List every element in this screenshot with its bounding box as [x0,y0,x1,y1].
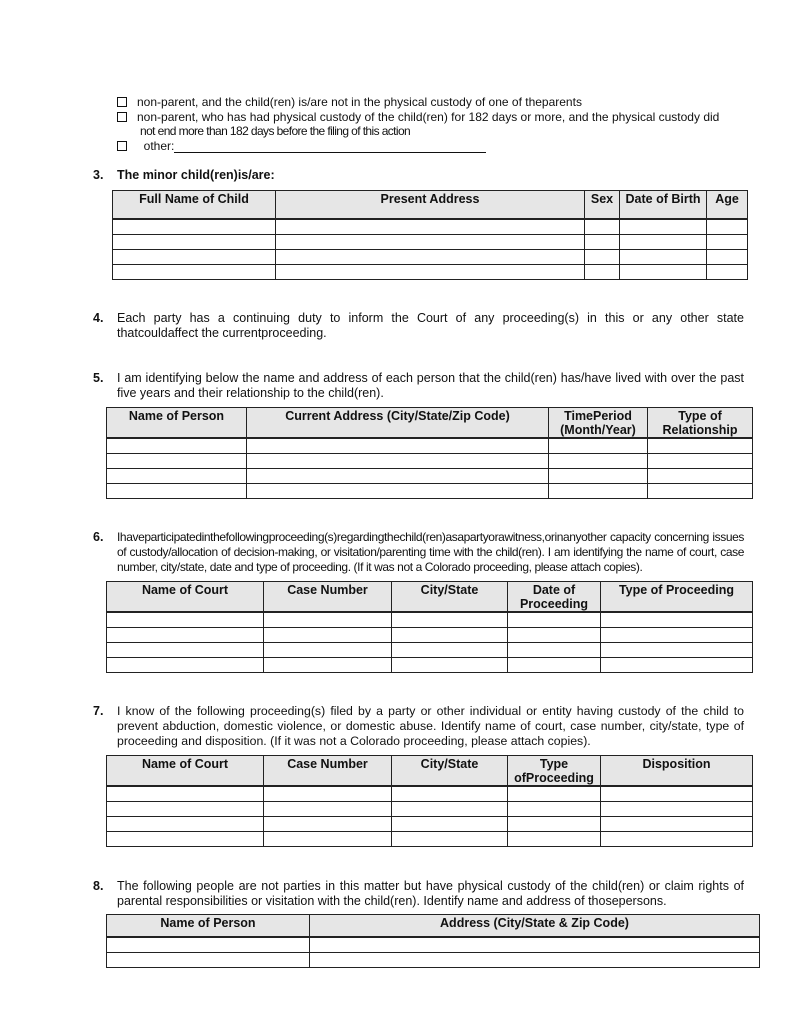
table-cell[interactable] [276,234,585,249]
checkbox-label-continued: not end more than 182 days before the filing of this action [140,124,411,138]
table-cell[interactable] [247,484,549,499]
table-row [107,628,753,643]
section-5-text: I am identifying below the name and address of each person that the child(ren) has/have lived with over the past five years and their relationship to the child(ren). [117,371,744,400]
table-cell[interactable] [276,249,585,264]
col-header-current-address: Current Address (City/State/Zip Code) [247,408,549,439]
table-cell[interactable] [107,484,247,499]
table-cell[interactable] [707,249,748,264]
table-row [113,249,748,264]
table-row [107,612,753,628]
checkbox-label: non-parent, who has had physical custody of the child(ren) for 182 days or more, and the physical custody did [137,110,720,124]
table-cell[interactable] [508,658,601,673]
table-cell[interactable] [113,264,276,279]
checkbox-option-nonparent-182-days[interactable] [117,110,719,124]
table-cell[interactable] [264,628,392,643]
col-header-name-of-court: Name of Court [107,756,264,787]
col-header-name-of-person: Name of Person [107,408,247,439]
participated-proceedings-table [106,581,753,673]
col-header-case-number: Case Number [264,582,392,613]
table-cell[interactable] [107,628,264,643]
table-cell[interactable] [392,612,508,628]
table-cell[interactable] [392,786,508,802]
table-cell[interactable] [508,832,601,847]
table-cell[interactable] [392,832,508,847]
table-cell[interactable] [707,264,748,279]
section-number: 7. [93,704,104,718]
table-cell[interactable] [585,264,620,279]
table-row [107,952,760,967]
table-cell[interactable] [601,802,753,817]
table-cell[interactable] [392,628,508,643]
table-cell[interactable] [392,802,508,817]
col-header-type-of-proceeding: Type ofProceeding [508,756,601,787]
table-row [113,219,748,235]
table-cell[interactable] [601,658,753,673]
table-cell[interactable] [107,937,310,953]
table-cell[interactable] [549,438,648,454]
section-number: 3. [93,168,104,182]
col-header-date-of-birth: Date of Birth [620,191,707,219]
col-header-time-period: TimePeriod (Month/Year) [549,408,648,439]
col-header-city-state: City/State [392,756,508,787]
section-3-heading: The minor child(ren)is/are: [117,168,275,182]
col-header-full-name: Full Name of Child [113,191,276,219]
table-row [107,469,753,484]
table-cell[interactable] [585,219,620,235]
table-cell[interactable] [113,234,276,249]
table-cell[interactable] [620,264,707,279]
other-input-line[interactable] [174,140,486,153]
checkbox-icon[interactable] [117,112,127,122]
section-6-text: Ihaveparticipatedinthefollowingproceeding(s)regardingthechild(ren)asapartyorawitness,orinanyother capacity concerning issues of custody/allocation of decision-making, or visitation/parenting time with the child(ren). I am identifying the name of court, case number, city/state, date and type of proceeding. (If it was not a Colorado proceeding, please attach copies). [117,530,744,574]
non-party-custodians-table [106,914,760,968]
checkbox-label: non-parent, and the child(ren) is/are not in the physical custody of one of theparents [137,95,582,109]
table-cell[interactable] [113,219,276,235]
table-cell[interactable] [392,817,508,832]
table-cell[interactable] [648,469,753,484]
table-cell[interactable] [310,937,760,953]
table-cell[interactable] [276,264,585,279]
table-cell[interactable] [707,234,748,249]
checkbox-option-nonparent-no-custody[interactable] [117,95,582,109]
table-row [113,234,748,249]
table-cell[interactable] [508,612,601,628]
table-cell[interactable] [264,643,392,658]
table-row [107,438,753,454]
table-cell[interactable] [508,643,601,658]
table-row [107,802,753,817]
table-row [107,643,753,658]
table-cell[interactable] [113,249,276,264]
table-cell[interactable] [620,219,707,235]
col-header-age: Age [707,191,748,219]
table-cell[interactable] [107,658,264,673]
table-cell[interactable] [508,802,601,817]
table-cell[interactable] [392,658,508,673]
table-row [107,832,753,847]
table-cell[interactable] [310,952,760,967]
table-cell[interactable] [107,438,247,454]
col-header-type-of-proceeding: Type of Proceeding [601,582,753,613]
protective-proceedings-table [106,755,753,847]
table-cell[interactable] [585,249,620,264]
col-header-name-of-court: Name of Court [107,582,264,613]
table-cell[interactable] [601,612,753,628]
table-cell[interactable] [247,469,549,484]
checkbox-label: other: [143,139,175,153]
checkbox-icon[interactable] [117,97,127,107]
table-cell[interactable] [620,234,707,249]
table-cell[interactable] [107,643,264,658]
table-cell[interactable] [508,786,601,802]
table-cell[interactable] [648,454,753,469]
table-cell[interactable] [264,658,392,673]
table-row [113,264,748,279]
table-cell[interactable] [107,469,247,484]
section-number: 5. [93,371,104,385]
children-table [112,190,748,280]
table-cell[interactable] [107,612,264,628]
table-cell[interactable] [549,469,648,484]
table-cell[interactable] [601,628,753,643]
col-header-disposition: Disposition [601,756,753,787]
section-8-text: The following people are not parties in this matter but have physical custody of the child(ren) or claim rights of parental responsibilities or visitation with the child(ren). Identify name and address of thosepersons. [117,879,744,908]
table-row [107,658,753,673]
table-cell[interactable] [107,802,264,817]
section-7-text: I know of the following proceeding(s) filed by a party or other individual or entity having custody of the child to prevent abduction, domestic violence, or domestic abuse. Identify name of court, case number, city/state, type of proceeding and disposition. (If it was not a Colorado proceeding, please attach copies). [117,704,744,748]
table-cell[interactable] [264,786,392,802]
table-row [107,454,753,469]
table-cell[interactable] [601,643,753,658]
section-number: 6. [93,530,104,544]
table-cell[interactable] [247,438,549,454]
table-cell[interactable] [648,484,753,499]
table-cell[interactable] [707,219,748,235]
table-cell[interactable] [107,786,264,802]
table-cell[interactable] [107,952,310,967]
col-header-name-of-person: Name of Person [107,915,310,937]
table-cell[interactable] [601,817,753,832]
col-header-address: Address (City/State & Zip Code) [310,915,760,937]
table-cell[interactable] [264,817,392,832]
table-cell[interactable] [508,817,601,832]
col-header-present-address: Present Address [276,191,585,219]
checkbox-option-other[interactable] [117,139,486,153]
table-cell[interactable] [392,643,508,658]
section-number: 4. [93,311,104,325]
table-cell[interactable] [276,219,585,235]
col-header-date-of-proceeding: Date of Proceeding [508,582,601,613]
table-cell[interactable] [549,484,648,499]
col-header-type-of-relationship: Type of Relationship [648,408,753,439]
table-cell[interactable] [264,612,392,628]
table-cell[interactable] [264,802,392,817]
table-cell[interactable] [247,454,549,469]
section-4-text: Each party has a continuing duty to inform the Court of any proceeding(s) in this or any other state thatcouldaffect the currentproceeding. [117,311,744,340]
table-cell[interactable] [549,454,648,469]
table-row [107,786,753,802]
table-row [107,817,753,832]
table-cell[interactable] [107,817,264,832]
col-header-sex: Sex [585,191,620,219]
table-cell[interactable] [107,454,247,469]
table-cell[interactable] [508,628,601,643]
table-cell[interactable] [264,832,392,847]
checkbox-icon[interactable] [117,141,127,151]
table-cell[interactable] [620,249,707,264]
residence-history-table [106,407,753,499]
table-cell[interactable] [601,786,753,802]
section-number: 8. [93,879,104,893]
col-header-case-number: Case Number [264,756,392,787]
table-cell[interactable] [107,832,264,847]
table-row [107,484,753,499]
col-header-city-state: City/State [392,582,508,613]
table-cell[interactable] [648,438,753,454]
table-cell[interactable] [601,832,753,847]
table-row [107,937,760,953]
table-cell[interactable] [585,234,620,249]
